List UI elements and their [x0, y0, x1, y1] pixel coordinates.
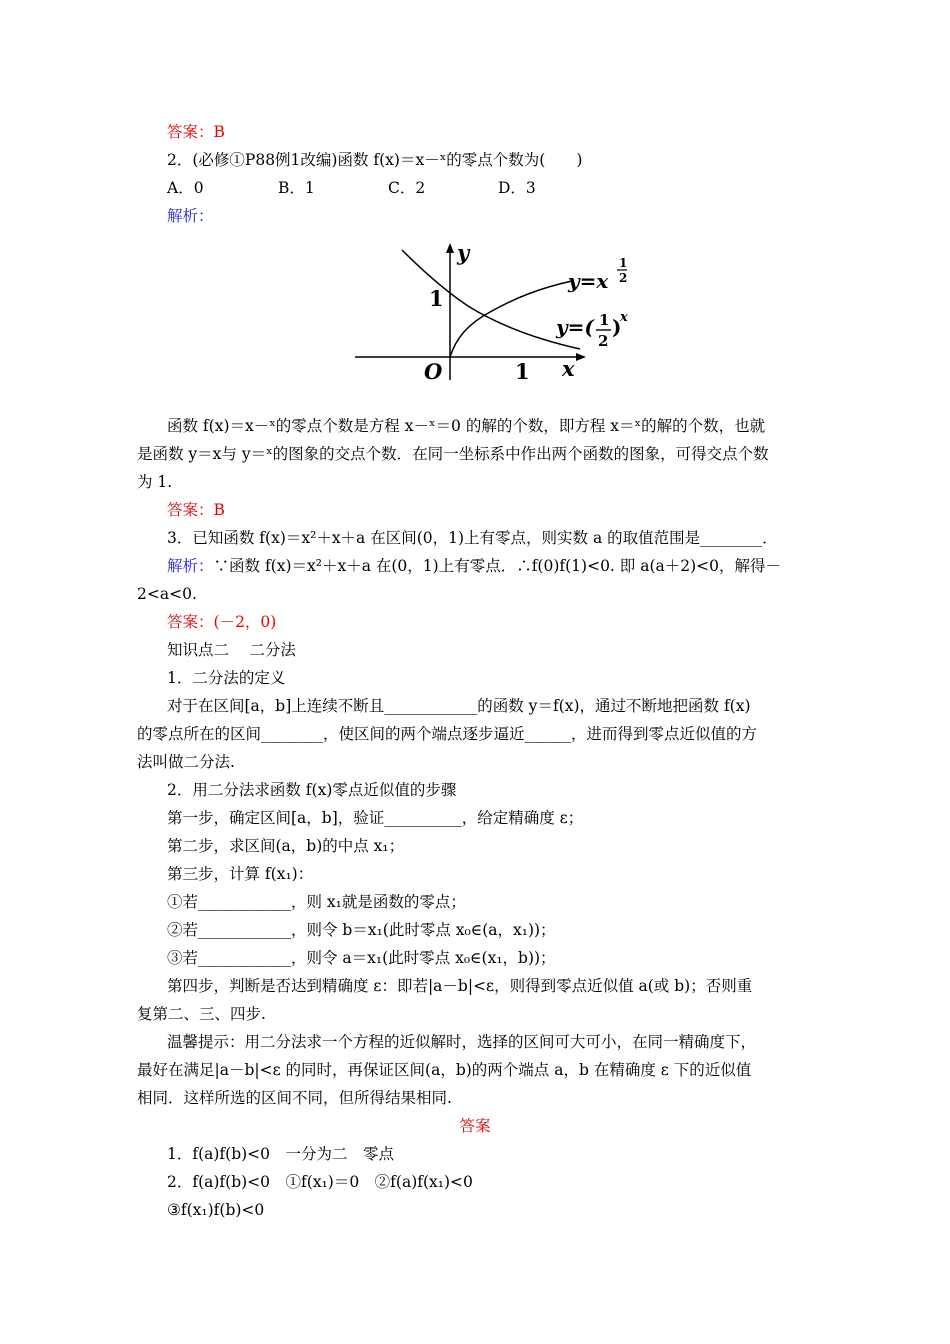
- answers-line-2: 2．f(a)f(b)<0 ①f(x₁)＝0 ②f(a)f(x₁)<0: [167, 1173, 473, 1191]
- exp-frac-den: 2: [598, 332, 609, 350]
- analysis-line-1: 函数 f(x)＝x－ˣ的零点个数是方程 x－ˣ＝0 的解的个数，即方程 x＝ˣ的解的个数，也就: [167, 417, 766, 435]
- exp-frac-num: 1: [599, 311, 610, 329]
- exp-curve-exponent: x: [620, 310, 628, 325]
- analysis-3-line-2: 2<a<0.: [137, 585, 197, 603]
- y-axis-label: y: [457, 240, 470, 265]
- step-4-line-1: 第四步，判断是否达到精确度 ε：即若|a－b|<ε，则得到零点近似值 a(或 b)；否则重: [167, 977, 753, 995]
- x-axis-arrow: [576, 353, 586, 361]
- case-3: ③若____________，则令 a＝x₁(此时零点 x₀∈(x₁，b))；: [167, 949, 556, 967]
- subheading-steps: 2．用二分法求函数 f(x)零点近似值的步骤: [167, 781, 457, 799]
- analysis-3-line-1: [167, 556, 781, 576]
- analysis-label-3: 解析：: [167, 557, 214, 575]
- definition-line-2: 的零点所在的区间________，使区间的两个端点逐步逼近______，进而得到零点近似值的方: [137, 725, 758, 743]
- analysis-label: 解析：: [167, 207, 214, 225]
- function-graph: [350, 238, 645, 388]
- question-2: 2．(必修①P88例1改编)函数 f(x)＝x－ˣ的零点个数为( ): [167, 151, 583, 169]
- answers-line-3: ③f(x₁)f(b)<0: [167, 1201, 265, 1219]
- x-tick-label: 1: [515, 359, 530, 384]
- section-heading: 知识点二 二分法: [167, 641, 296, 659]
- analysis-line-2: 是函数 y＝x与 y＝ˣ的图象的交点个数．在同一坐标系中作出两个函数的图象，可得交点个数: [137, 445, 769, 463]
- subheading-definition: 1．二分法的定义: [167, 669, 286, 687]
- definition-line-1: 对于在区间[a，b]上连续不断且____________的函数 y＝f(x)，通过不断地把函数 f(x): [167, 697, 751, 715]
- option-b: B．1: [278, 179, 315, 197]
- question-3: 3．已知函数 f(x)＝x²＋x＋a 在区间(0，1)上有零点，则实数 a 的取值范围是________．: [167, 529, 778, 547]
- option-d: D．3: [498, 179, 536, 197]
- y-tick-label: 1: [429, 286, 444, 311]
- answers-line-1: 1．f(a)f(b)<0 一分为二 零点: [167, 1145, 395, 1163]
- answer-label-1: 答案：B: [167, 123, 225, 141]
- answers-heading: 答案: [459, 1117, 491, 1135]
- exp-curve-paren: ): [612, 315, 622, 339]
- analysis-3-text: ∵函数 f(x)＝x²＋x＋a 在(0，1)上有零点．∴f(0)f(1)<0. 即 a(a＋2)<0，解得－: [213, 557, 782, 575]
- option-a: A．0: [167, 179, 204, 197]
- tip-line-3: 相同．这样所选的区间不同，但所得结果相同.: [137, 1089, 452, 1107]
- step-2: 第二步，求区间(a，b)的中点 x₁；: [167, 837, 405, 855]
- answer-label-3: 答案：: [167, 613, 214, 631]
- power-curve: [450, 281, 572, 357]
- exp-curve-label: y=(: [556, 315, 594, 339]
- option-c: C．2: [388, 179, 426, 197]
- power-exponent-num: 1: [619, 256, 628, 270]
- case-1: ①若____________，则 x₁就是函数的零点；: [167, 893, 466, 911]
- case-2: ②若____________，则令 b＝x₁(此时零点 x₀∈(a，x₁))；: [167, 921, 556, 939]
- tip-line-2: 最好在满足|a－b|<ε 的同时，再保证区间(a，b)的两个端点 a，b 在精确度 ε 下的近似值: [137, 1061, 752, 1079]
- step-3: 第三步，计算 f(x₁)：: [167, 865, 314, 883]
- x-axis-label: x: [562, 356, 575, 381]
- step-4-line-2: 复第二、三、四步.: [137, 1005, 266, 1023]
- power-exponent-den: 2: [619, 271, 628, 285]
- answer-3: [167, 612, 276, 632]
- answer-label-2: 答案：B: [167, 501, 225, 519]
- definition-line-3: 法叫做二分法.: [137, 753, 235, 771]
- y-axis-arrow: [446, 243, 454, 253]
- power-curve-label: y=x: [568, 269, 609, 293]
- answer-3-value: (－2，0): [213, 613, 277, 631]
- analysis-line-3: 为 1.: [137, 473, 173, 491]
- tip-line-1: 温馨提示：用二分法求一个方程的近似解时，选择的区间可大可小，在同一精确度下，: [167, 1033, 757, 1051]
- step-1: 第一步，确定区间[a，b]，验证__________，给定精确度 ε；: [167, 809, 584, 827]
- origin-label: O: [424, 359, 443, 384]
